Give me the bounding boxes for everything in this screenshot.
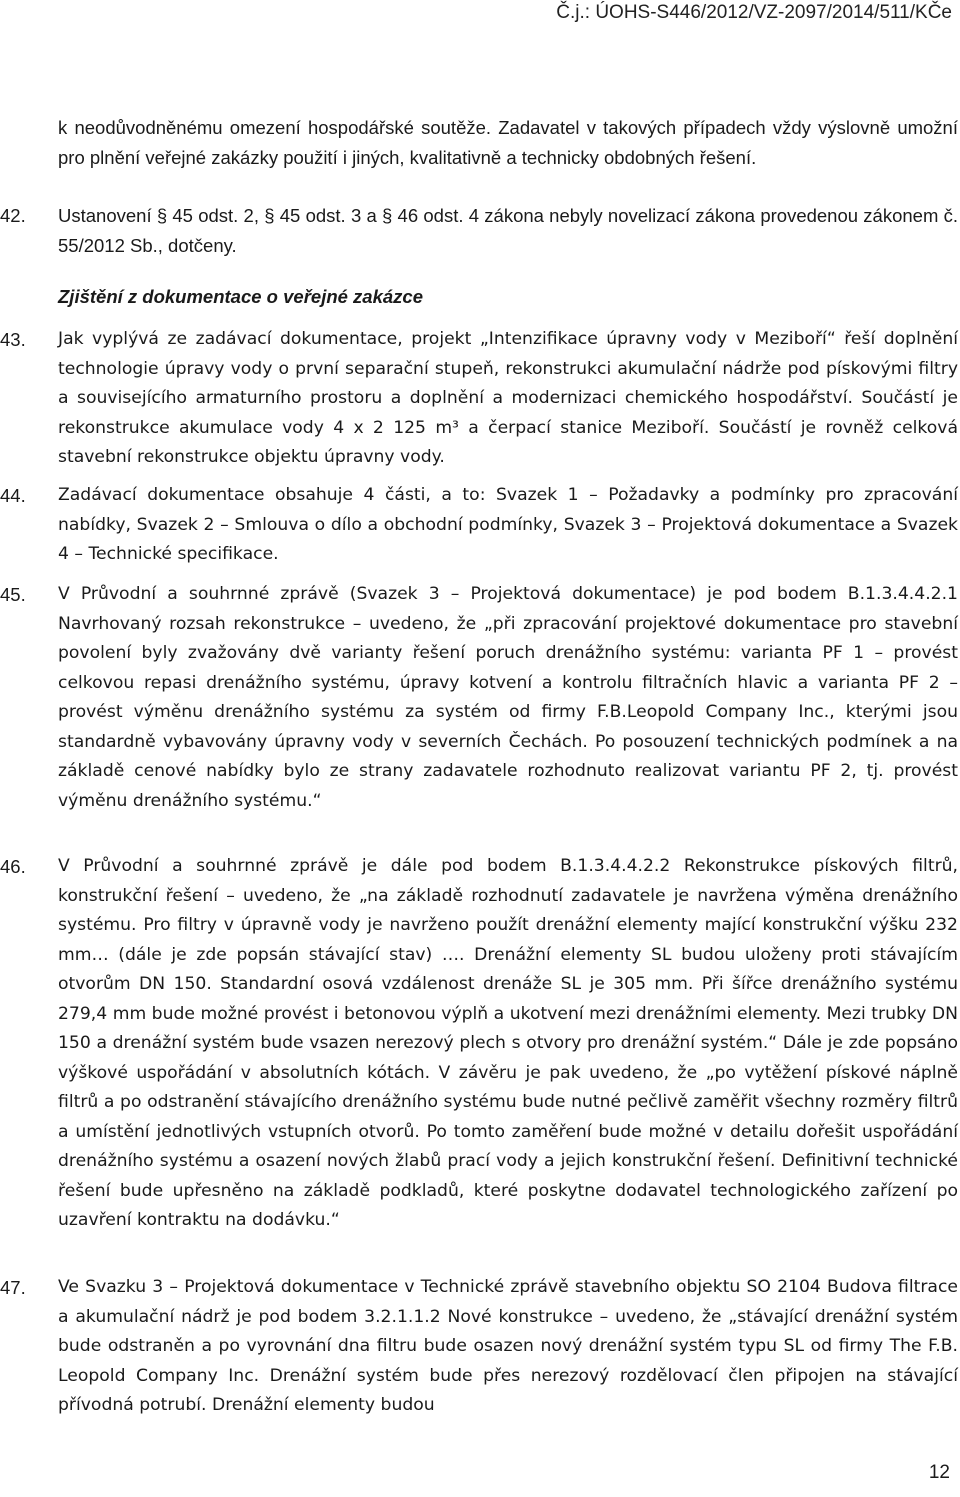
paragraph-text: Ustanovení § 45 odst. 2, § 45 odst. 3 a § 46 odst. 4 zákona nebyly novelizací zákona provedenou zákonem č. 55/2012 Sb., dotčeny. bbox=[58, 205, 958, 256]
paragraph-number: 47. bbox=[0, 1277, 26, 1298]
paragraph-text: V Průvodní a souhrnné zprávě (Svazek 3 – Projektová dokumentace) je pod bodem B.1.3.4.4.2.1 Navrhovaný rozsah rekonstrukce – uvedeno, že „při zpracování projektové dokumentace pro stavební povolení byly zvažovány dvě varianty řešení poruch drenážního systému: varianta PF 1 – provést celkovou repasi drenážního systému, úpravy kotvení a kontrolu filtračních hlavic a varianta PF 2 – provést výměnu drenážního systému za systém od firmy F.B.Leopold Company Inc., kterými jsou standardně vybavovány úpravny vody v severních Čechách. Po posouzení technických podmínek a na základě cenové nabídky bylo ze strany zadavatele rozhodnuto realizovat variantu PF 2, tj. provést výměnu drenážního systému.“ bbox=[58, 584, 958, 811]
paragraph-text: Zadávací dokumentace obsahuje 4 části, a to: Svazek 1 – Požadavky a podmínky pro zpracování nabídky, Svazek 2 – Smlouva o dílo a obchodní podmínky, Svazek 3 – Projektová dokumentace a Svazek 4 – Technické specifikace. bbox=[58, 485, 958, 564]
page-number: 12 bbox=[928, 1462, 950, 1483]
paragraph-number: 43. bbox=[0, 329, 26, 350]
paragraph-text: Jak vyplývá ze zadávací dokumentace, projekt „Intenzifikace úpravny vody v Meziboří“ řeší doplnění technologie úpravy vody o první separační stupeň, rekonstrukci akumulační nádrže pod pískovými filtry a souvisejícího armaturního prostoru a doplnění a modernizaci chemického hospodářství. Součástí je rekonstrukce akumulace vody 4 x 2 125 m³ a čerpací stanice Meziboří. Součástí je rovněž celková stavební rekonstrukce objektu úpravny vody. bbox=[58, 329, 958, 467]
section-subheading: Zjištění z dokumentace o veřejné zakázce bbox=[58, 286, 424, 307]
paragraph-text: V Průvodní a souhrnné zprávě je dále pod bodem B.1.3.4.4.2.2 Rekonstrukce pískových filtrů, konstrukční řešení – uvedeno, že „na základě rozhodnutí zadavatele je navržena výměna drenážního systému. Pro filtry v úpravně vody je navrženo použít drenážní elementy mající konstrukční výšku 232 mm… (dále je zde popsán stávající stav) …. Drenážní elementy SL budou uloženy proti stávajícím otvorům DN 150. Standardní osová vzdálenost drenáže SL je 305 mm. Při šířce drenážního systému 279,4 mm bude možné provést i betonovou výplň a ukotvení mezi drenážními elementy. Mezi trubky DN 150 a drenážní systém bude vsazen nerezový plech s otvory pro drenážní systém.“ Dále je zde popsáno výškové uspořádání v absolutních kótách. V závěru je pak uvedeno, že „po vytěžení pískové náplně filtrů a po odstranění stávajícího drenážního systému bude nutné pečlivě zaměřit všechny rozměry filtrů a umístění jednotlivých vstupních otvorů. Po tomto zaměření bude možné v detailu dořešit uspořádání drenážního systému a osazení nových žlabů prací vody a jejich konstrukční řešení. Definitivní technické řešení bude upřesněno na základě podkladů, které poskytne dodavatel technologického zařízení po uzavření kontraktu na dodávku.“ bbox=[58, 856, 958, 1230]
case-reference: Č.j.: ÚOHS-S446/2012/VZ-2097/2014/511/KČe bbox=[556, 2, 952, 23]
paragraph-number: 46. bbox=[0, 856, 26, 877]
paragraph-number: 44. bbox=[0, 485, 26, 506]
paragraph-number: 42. bbox=[0, 205, 26, 226]
paragraph-number: 45. bbox=[0, 584, 26, 605]
paragraph-text: Ve Svazku 3 – Projektová dokumentace v Technické zprávě stavebního objektu SO 2104 Budova filtrace a akumulační nádrž je pod bodem 3.2.1.1.2 Nové konstrukce – uvedeno, že „stávající drenážní systém bude odstraněn a po vyrovnání dna filtru bude osazen nový drenážní systém typu SL od firmy The F.B. Leopold Company Inc. Drenážní systém bude přes nerezový rozdělovací člen připojen na stávající přívodná potrubí. Drenážní elementy budou bbox=[58, 1277, 958, 1415]
intro-paragraph: k neodůvodněnému omezení hospodářské soutěže. Zadavatel v takových případech vždy výslovně umožní pro plnění veřejné zakázky použití i jiných, kvalitativně a technicky obdobných řešení. bbox=[58, 117, 958, 168]
